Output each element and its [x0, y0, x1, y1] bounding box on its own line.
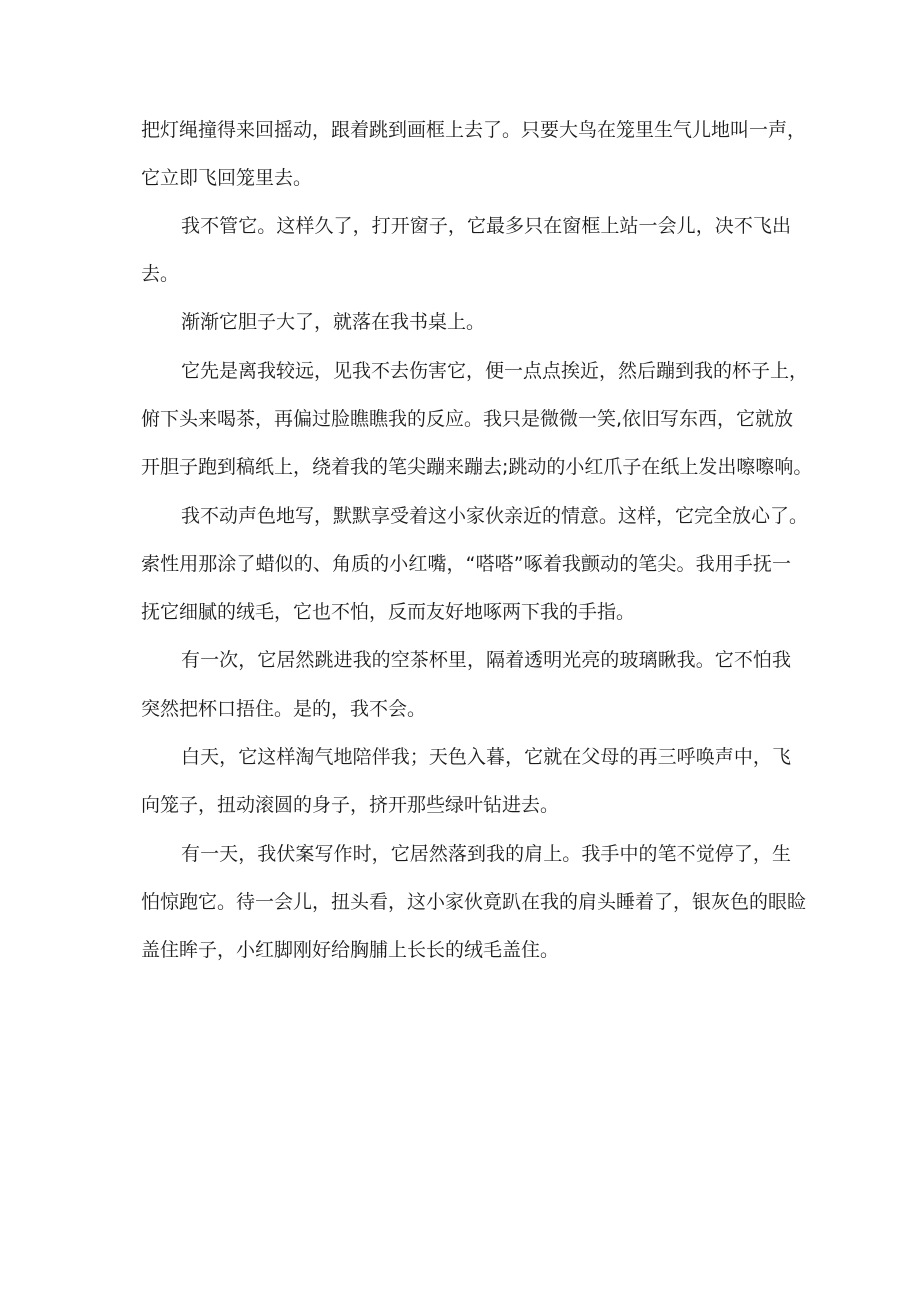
text-line: 索性用那涂了蜡似的、角质的小红嘴，“嗒嗒”啄着我颤动的笔尖。我用手抚一	[141, 553, 791, 575]
text-line: 白天，它这样淘气地陪伴我；天色入暮，它就在父母的再三呼唤声中，飞	[181, 746, 791, 768]
text-line: 开胆子跑到稿纸上，绕着我的笔尖蹦来蹦去;跳动的小红爪子在纸上发出嚓嚓响。	[141, 456, 813, 478]
text-line: 有一天，我伏案写作时，它居然落到我的肩上。我手中的笔不觉停了，生	[181, 843, 791, 865]
text-line: 盖住眸子，小红脚刚好给胸脯上长长的绒毛盖住。	[141, 939, 560, 961]
text-line: 有一次，它居然跳进我的空茶杯里，隔着透明光亮的玻璃瞅我。它不怕我	[181, 649, 791, 671]
text-line: 把灯绳撞得来回摇动，跟着跳到画框上去了。只要大鸟在笼里生气儿地叫一声，	[141, 119, 807, 141]
text-line: 渐渐它胆子大了，就落在我书桌上。	[181, 311, 486, 333]
text-line: 我不动声色地写，默默享受着这小家伙亲近的情意。这样，它完全放心了。	[181, 505, 809, 527]
text-line: 向笼子，扭动滚圆的身子，挤开那些绿叶钻进去。	[141, 794, 560, 816]
text-line: 俯下头来喝茶，再偏过脸瞧瞧我的反应。我只是微微一笑,依旧写东西，它就放	[141, 408, 794, 430]
text-line: 它立即飞回笼里去。	[141, 167, 313, 189]
text-line: 怕惊跑它。待一会儿，扭头看，这小家伙竟趴在我的肩头睡着了，银灰色的眼睑	[141, 891, 807, 913]
text-line: 去。	[141, 263, 180, 285]
text-line: 抚它细腻的绒毛，它也不怕，反而友好地啄两下我的手指。	[141, 601, 636, 623]
text-line: 我不管它。这样久了，打开窗子，它最多只在窗框上站一会儿，决不飞出	[181, 215, 791, 237]
text-line: 它先是离我较远，见我不去伤害它，便一点点挨近，然后蹦到我的杯子上，	[181, 360, 809, 382]
text-line: 突然把杯口捂住。是的，我不会。	[141, 698, 427, 720]
